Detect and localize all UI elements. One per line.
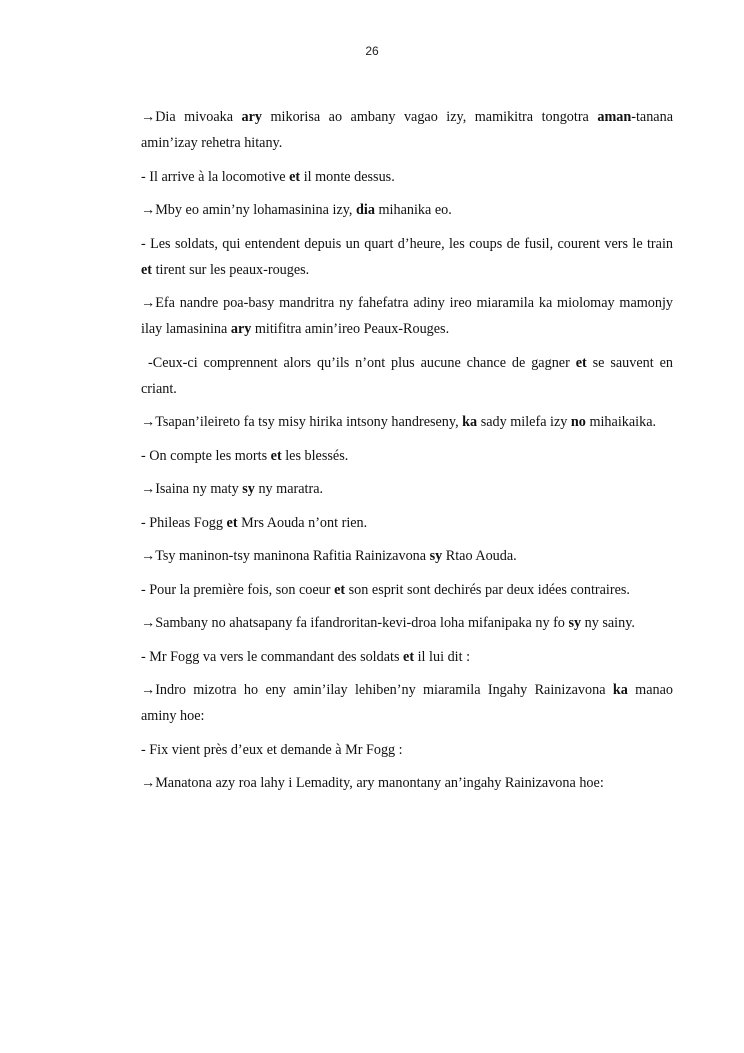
bold-conjunction: sy bbox=[429, 548, 443, 564]
text-run: ny sainy. bbox=[581, 615, 635, 631]
text-run: Rtao Aouda. bbox=[442, 548, 517, 564]
text-run: Mrs Aouda n’ont rien. bbox=[237, 514, 368, 531]
text-run: il lui dit : bbox=[414, 648, 471, 665]
bold-conjunction: ary bbox=[230, 321, 252, 337]
bold-conjunction: et bbox=[141, 261, 153, 278]
paragraph bbox=[141, 476, 673, 502]
bold-conjunction: et bbox=[403, 648, 415, 665]
bold-conjunction: aman bbox=[597, 109, 632, 125]
bold-conjunction: et bbox=[334, 581, 346, 598]
text-run: il monte dessus. bbox=[300, 168, 395, 185]
paragraph bbox=[141, 290, 673, 342]
text-run: mihanika eo. bbox=[374, 202, 452, 218]
text-run: - Phileas Fogg bbox=[141, 514, 227, 531]
paragraph bbox=[141, 610, 673, 636]
text-run: →Efa nandre poa-basy mandritra ny fahefatra adiny ireo miaramila ka miolomay mamonjy ilay lamasinina bbox=[141, 295, 673, 337]
text-run: ny maratra. bbox=[254, 481, 324, 497]
paragraph bbox=[141, 164, 673, 190]
bold-conjunction: et bbox=[289, 168, 301, 185]
text-run: →Isaina ny maty bbox=[141, 481, 243, 497]
text-run: -tanana amin’izay rehetra hitany. bbox=[141, 109, 673, 151]
text-run: →Mby eo amin’ny lohamasinina izy, bbox=[141, 202, 357, 218]
text-run: - On compte les morts bbox=[141, 447, 271, 464]
text-run: se sauvent en criant. bbox=[141, 354, 673, 397]
text-run: son esprit sont dechirés par deux idées contraires. bbox=[345, 581, 630, 598]
bold-conjunction: sy bbox=[568, 615, 582, 631]
paragraph bbox=[141, 644, 673, 670]
bold-conjunction: dia bbox=[356, 202, 375, 218]
bold-conjunction: et bbox=[226, 514, 238, 531]
document-body bbox=[141, 104, 673, 804]
text-run: mikorisa ao ambany vagao izy, mamikitra tongotra bbox=[262, 109, 598, 125]
text-run: mitifitra amin’ireo Peaux-Rouges. bbox=[251, 321, 450, 337]
text-run: - Fix vient près d’eux et demande à Mr Fogg : bbox=[141, 741, 403, 758]
bold-conjunction: et bbox=[270, 447, 282, 464]
bold-conjunction: ary bbox=[241, 109, 263, 125]
bold-conjunction: sy bbox=[242, 481, 255, 497]
text-run: - Il arrive à la locomotive bbox=[141, 168, 290, 185]
text-run: →Indro mizotra ho eny amin’ilay lehiben’ny miaramila Ingahy Rainizavona bbox=[141, 682, 613, 698]
text-run: →Dia mivoaka bbox=[141, 109, 242, 125]
paragraph bbox=[141, 543, 673, 569]
text-run: - Les soldats, qui entendent depuis un quart d’heure, les coups de fusil, courent vers le train bbox=[141, 235, 673, 252]
text-run: tirent sur les peaux-rouges. bbox=[152, 261, 310, 278]
text-run: →Tsy maninon-tsy maninona Rafitia Rainizavona bbox=[141, 548, 430, 564]
bold-conjunction: ka bbox=[612, 682, 628, 698]
bold-conjunction: et bbox=[575, 354, 587, 371]
text-run: - Mr Fogg va vers le commandant des soldats bbox=[141, 648, 404, 665]
text-run: mihaikaika. bbox=[585, 414, 657, 430]
paragraph bbox=[141, 104, 673, 156]
bold-conjunction: no bbox=[570, 414, 586, 430]
paragraph bbox=[141, 197, 673, 223]
paragraph bbox=[141, 409, 673, 435]
text-run: manao aminy hoe: bbox=[141, 682, 673, 724]
paragraph bbox=[141, 577, 673, 603]
paragraph bbox=[141, 231, 673, 283]
text-run: -Ceux-ci comprennent alors qu’ils n’ont plus aucune chance de gagner bbox=[148, 354, 576, 371]
text-run: →Sambany no ahatsapany fa ifandroritan-kevi-droa loha mifanipaka ny fo bbox=[141, 615, 569, 631]
paragraph bbox=[141, 770, 673, 796]
text-run: →Tsapan’ileireto fa tsy misy hirika intsony handreseny, bbox=[141, 414, 463, 430]
page-number: 26 bbox=[365, 44, 379, 58]
paragraph bbox=[141, 677, 673, 729]
bold-conjunction: ka bbox=[462, 414, 478, 430]
paragraph bbox=[141, 443, 673, 469]
paragraph bbox=[141, 350, 673, 402]
text-run: →Manatona azy roa lahy i Lemadity, ary manontany an’ingahy Rainizavona hoe: bbox=[141, 775, 604, 791]
text-run: les blessés. bbox=[281, 447, 349, 464]
paragraph bbox=[141, 510, 673, 536]
text-run: - Pour la première fois, son coeur bbox=[141, 581, 335, 598]
paragraph bbox=[141, 737, 673, 763]
text-run: sady milefa izy bbox=[477, 414, 571, 430]
